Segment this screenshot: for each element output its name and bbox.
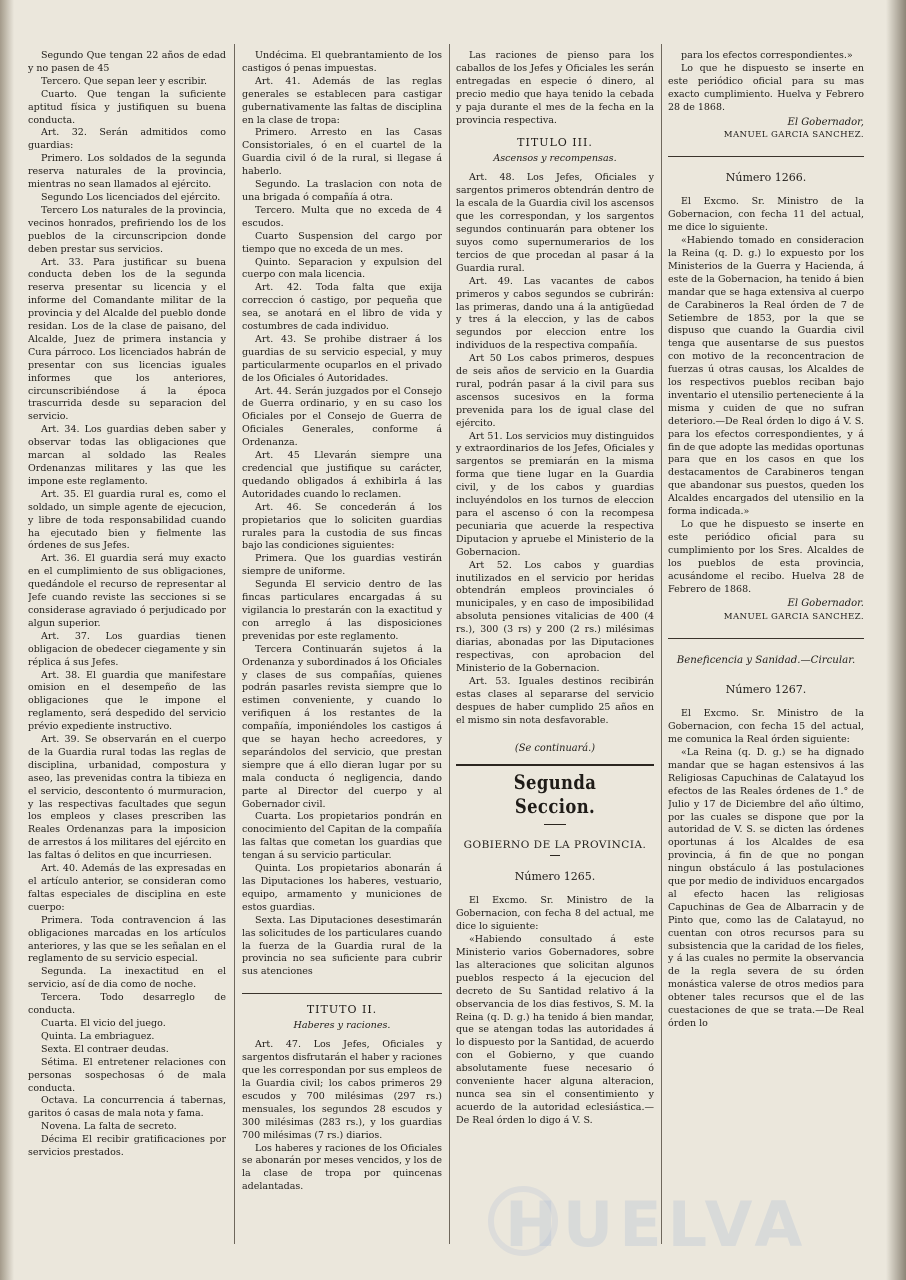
paragraph: Art. 33. Para justificar su buena conducta deben los de la segunda reserva presentar su licencia y el informe del Comandante militar de la provincia y del Alcalde del pueblo donde residan. Los de la clase de paisano, del Alcalde, Juez de primera instancia y Cura párroco. Los licenciados habrán de presentar con sus licencias iguales informes que los anteriores, circunscribiéndose á la época trascurrida desde su separacion del servicio.	[28, 256, 226, 423]
title-ii: TITUTO II.	[306, 1003, 378, 1017]
paragraph: Art. 35. El guardia rural es, como el soldado, un simple agente de ejecucion, y libre de toda responsabilidad cuando ha ejecutado bien y fielmente las órdenes de sus Jefes.	[28, 488, 226, 552]
number-1265: Número 1265.	[514, 870, 596, 884]
paragraph: Décima El recibir gratificaciones por servicios prestados.	[28, 1134, 226, 1159]
paragraph: Art. 41. Además de las reglas generales se establecen para castigar gubernativamente las faltas de disciplina en la clase de tropa:	[242, 75, 442, 126]
paragraph: Art. 37. Los guardias tienen obligacion de obedecer ciegamente y sin réplica á sus Jefes.	[28, 630, 226, 668]
paragraph: para los efectos correspondientes.»	[681, 50, 853, 61]
column-2	[242, 50, 442, 1255]
subtitle-ascensos: Ascensos y recompensas.	[493, 153, 617, 165]
paragraph: Art. 38. El guardia que manifestare omision en el desempeño de las obligaciones que le impone el reglamento, será despedido del servicio prévio expediente instructivo.	[28, 669, 226, 733]
title-iii: TITULO III.	[517, 136, 593, 150]
paragraph: Segundo. La traslacion con nota de una brigada ó compañía á otra.	[242, 179, 442, 203]
paragraph: Tercera Continuarán sujetos á la Ordenanza y subordinados á los Oficiales y clases de sus compañías, quienes podrán pasarles revista siempre que lo estimen conveniente, y cuando lo verifiquen á los restantes de la compañía, imponiéndoles los castigos á que se hayan hecho acreedores, y separándolos del servicio, que prestan siempre que á ello dieran lugar por su mala conducta ó negligencia, dando parte al Director del cuerpo y al Gobernador civil.	[242, 643, 442, 810]
watermark: HUELVA	[505, 1188, 809, 1261]
divider	[242, 993, 442, 994]
paragraph: Segundo Que tengan 22 años de edad y no pasen de 45	[28, 50, 226, 74]
paragraph: Art 51. Los servicios muy distinguidos y extraordinarios de los Jefes, Oficiales y sargentos se premiarán en la misma forma que tiene lugar en la Guardia civil, y de los cabos y guardias incluyéndolos en los turnos de eleccion para el ascenso ó con la recompesa pecuniaria que acuerde la respectiva Diputacion y apruebe el Ministerio de la Gobernacion.	[456, 430, 654, 558]
column-rule	[449, 44, 450, 1244]
paragraph: Quinta. Los propietarios abonarán á las Diputaciones los haberes, vestuario, equipo, armamento y municiones de estos guardias.	[242, 863, 442, 913]
paragraph: «Habiendo consultado á este Ministerio varios Gobernadores, sobre las alteraciones que solicitan algunos pueblos respecto á la ejecucion del decreto de Su Santidad relativo á la observancia de los dias festivos, S. M. la Reina (q. D. g.) ha tenido á bien mandar, que se atengan todas las autoridades á lo dispuesto por la Santidad, de acuerdo con el Gobierno, y que cuando absolutamente fuese necesario ó conveniente hacer alguna alteracion, nunca sea sin el consentimiento y acuerdo de la autoridad eclesiástica.—De Real órden lo digo á V. S.	[456, 934, 654, 1126]
paragraph: El Excmo. Sr. Ministro de la Gobernacion, con fecha 8 del actual, me dice lo siguiente:	[456, 895, 654, 933]
paragraph: Primero. Los soldados de la segunda reserva naturales de la provincia, mientras no sean llamados al ejército.	[28, 153, 226, 191]
paragraph: Art. 36. El guardia será muy exacto en el cumplimiento de sus obligaciones, quedándole el recurso de representar al Jefe cuando reviste las secciones si se considerase agraviado ó perjudicado por algun superior.	[28, 553, 226, 629]
column-1	[28, 50, 226, 1255]
paragraph: Sexta. Las Diputaciones desestimarán las solicitudes de los particulares cuando la fuerza de la Guardia rural de la provincia no sea suficiente para cubrir sus atenciones	[242, 914, 442, 978]
paragraph: Art. 32. Serán admitidos como guardias:	[28, 127, 226, 152]
paragraph: Cuarto Suspension del cargo por tiempo que no exceda de un mes.	[242, 230, 442, 255]
paragraph: Art 52. Los cabos y guardias inutilizados en el servicio por heridas obtendrán empleos provinciales ó municipales, y en caso de imposibilidad absoluta pensiones vitalicias de 400 (4 rs.), 300 (3 rs) y 200 (2 rs.) milésimas diarias, abonadas por las Diputaciones respectivas, con aprobacion del Ministerio de la Gobernacion.	[456, 559, 654, 674]
paragraph: Lo que he dispuesto se inserte en este periódico oficial para su mas exacto cumplimiento. Huelva y Febrero 28 de 1868.	[668, 62, 864, 113]
paragraph: Art. 34. Los guardias deben saber y observar todas las obligaciones que marcan al soldado las Reales Ordenanzas militares y las que les impone este reglamento.	[28, 424, 226, 487]
continuation-note: (Se continuará.)	[514, 743, 596, 755]
paragraph: Tercero. Multa que no exceda de 4 escudos.	[242, 204, 442, 229]
paragraph: Cuarta. Los propietarios pondrán en conocimiento del Capitan de la compañía las faltas que cometan los guardias que tengan á su servicio particular.	[242, 811, 442, 862]
paragraph: Cuarto. Que tengan la suficiente aptitud física y justifiquen su buena conducta.	[28, 88, 226, 126]
paragraph: Art. 39. Se observarán en el cuerpo de la Guardia rural todas las reglas de disciplina, urbanidad, compostura y aseo, las prevenidas contra la tibieza en el servicio, descontento ó murmuracion, y las respectivas facultades que segun los empleos y clases prescriben las Reales Ordenanzas para la imposicion de arrestos á los militares del ejército en las faltas ó delitos en que incurriesen.	[28, 734, 226, 862]
paragraph: Art. 48. Los Jefes, Oficiales y sargentos primeros obtendrán dentro de la escala de la Guardia civil los ascensos que les correspondan, y los sargentos segundos continuarán para obtener los suyos como supernumerarios de los tercios de que procedan al pasar á la Guardia rural.	[456, 172, 654, 274]
column-rule	[234, 44, 235, 1244]
paragraph: Art. 46. Se concederán á los propietarios que lo soliciten guardias rurales para la custodia de sus fincas bajo las condiciones siguientes:	[242, 501, 442, 552]
column-3	[456, 50, 654, 1255]
paragraph: «Habiendo tomado en consideracion la Reina (q. D. g.) lo expuesto por los Ministerios de la Guerra y Hacienda, á este de la Gobernacion, ha tenido á bien mandar que se haga extensiva al cuerpo de Carabineros la Real órden de 7 de Setiembre de 1853, por la que se dispuso que cuando la Guardia civil tenga que ausentarse de sus puestos con motivo de la reconcentracion de fuerzas ú otras causas, los Alcaldes de los respectivos pueblos reciban bajo inventario el utensilio perteneciente á la misma y cuiden de que no sufran deterioro.—De Real órden lo digo á V. S. para los efectos correspondientes, y á fin de que adopte las medidas oportunas para que en los casos en que los destacamentos de Carabineros tengan que abandonar sus puestos, queden los Alcaldes encargados del utensilio en la forma indicada.»	[668, 235, 864, 518]
paragraph: Primera. Que los guardias vestirán siempre de uniforme.	[242, 553, 442, 578]
paragraph: Sexta. El contraer deudas.	[41, 1043, 169, 1055]
paragraph: Art. 40. Además de las expresadas en el artículo anterior, se consideran como faltas especiales de disciplina en este cuerpo:	[28, 863, 226, 913]
beneficencia-heading: Beneficencia y Sanidad.—Circular.	[676, 655, 856, 667]
paragraph: Tercera. Todo desarreglo de conducta.	[28, 992, 226, 1017]
divider	[668, 156, 864, 157]
paragraph: Octava. La concurrencia á tabernas, garitos ó casas de mala nota y fama.	[28, 1095, 226, 1120]
divider	[668, 638, 864, 639]
number-1267: Número 1267.	[725, 683, 807, 697]
paragraph: Art 50 Los cabos primeros, despues de seis años de servicio en la Guardia rural, podrán pasar á la civil para sus ascensos sucesivos en la forma prevenida para los de igual clase del ejército.	[456, 353, 654, 429]
section-rule	[456, 764, 654, 766]
paragraph: Art. 43. Se prohibe distraer á los guardias de su servicio especial, y muy particularmente ocuparlos en el privado de los Oficiales ó Autoridades.	[242, 333, 442, 384]
paragraph: Las raciones de pienso para los caballos de los Jefes y Oficiales les serán entregadas en especie ó dinero, al precio medio que haya tenido la cebada y paja durante el mes de la fecha en la provincia respectiva.	[456, 50, 654, 126]
paragraph: Quinto. Separacion y expulsion del cuerpo con mala licencia.	[242, 256, 442, 281]
subtitle-haberes: Haberes y raciones.	[293, 1020, 391, 1032]
paragraph: Art. 44. Serán juzgados por el Consejo de Guerra ordinario, y en su caso los Oficiales por el Consejo de Guerra de Oficiales Generales, conforme á Ordenanza.	[242, 385, 442, 449]
paragraph: Segunda. La inexactitud en el servicio, así de dia como de noche.	[28, 966, 226, 991]
paragraph: Sétima. El entretener relaciones con personas sospechosas ó de mala conducta.	[28, 1056, 226, 1094]
signature-name: MANUEL GARCIA SANCHEZ.	[723, 612, 864, 623]
gobierno-heading: GOBIERNO DE LA PROVINCIA.	[463, 839, 647, 852]
paragraph: Art. 45 Llevarán siempre una credencial que justifique su carácter, quedando obligados á exhibirla á las Autoridades cuando lo reclamen.	[242, 450, 442, 500]
paragraph: El Excmo. Sr. Ministro de la Gobernacion, con fecha 11 del actual, me dice lo siguiente.	[668, 196, 864, 234]
paragraph: Los haberes y raciones de los Oficiales se abonarán por meses vencidos, y los de la clase de tropa por quincenas adelantadas.	[242, 1142, 442, 1193]
number-1266: Número 1266.	[725, 171, 807, 185]
paragraph: Quinta. La embriaguez.	[41, 1030, 155, 1042]
paragraph: Tercero Los naturales de la provincia, vecinos honrados, prefiriendo los de los pueblos de la circunscripcion donde deben prestar sus servicios.	[28, 204, 226, 255]
paragraph: Undécima. El quebrantamiento de los castigos ó penas impuestas.	[242, 50, 442, 74]
paragraph: Art. 49. Las vacantes de cabos primeros y cabos segundos se cubrirán: las primeras, dando una á la antigüedad y tres á la eleccion, y las de cabos segundos por eleccion entre los individuos de la respectiva compañía.	[456, 275, 654, 352]
ornament	[544, 824, 566, 825]
paragraph: Segunda El servicio dentro de las fincas particulares encargadas á su vigilancia lo prestarán con la exactitud y con arreglo á las disposiciones prevenidas por este reglamento.	[242, 579, 442, 642]
signature-name: MANUEL GARCIA SANCHEZ.	[723, 130, 864, 141]
column-rule	[661, 44, 662, 1244]
paragraph: Art. 42. Toda falta que exija correccion ó castigo, por pequeña que sea, se anotará en el libro de vida y costumbres de cada individuo.	[242, 282, 442, 333]
paragraph: Tercero. Que sepan leer y escribir.	[41, 75, 208, 87]
paragraph: Primero. Arresto en las Casas Consistoriales, ó en el cuartel de la Guardia civil ó de la rural, si llegase á haberlo.	[242, 127, 442, 178]
paragraph: El Excmo. Sr. Ministro de la Gobernacion, con fecha 15 del actual, me comunica la Real órden siguiente:	[668, 708, 864, 746]
paragraph: Segundo Los licenciados del ejército.	[41, 191, 221, 203]
paragraph: Primera. Toda contravencion á las obligaciones marcadas en los artículos anteriores, y las que se les señalan en el reglamento de su servicio especial.	[28, 914, 226, 965]
paragraph: Cuarta. El vicio del juego.	[41, 1017, 166, 1029]
signature-title: El Gobernador,	[787, 116, 864, 128]
paragraph: «La Reina (q. D. g.) se ha dignado mandar que se hagan estensivos á las Religiosas Capuchinas de Calatayud los efectos de las Reales órdenes de 1.° de Julio y 17 de Diciembre del año último, por las cuales se dispone que por la autoridad de V. S. se dicten las órdenes oportunas á los Alcaldes de esa provincia, á fin de que no pongan ningun obstáculo á las postulaciones que por medio de individuos encargados al efecto hacen las religiosas Capuchinas de Gea de Albarracin y de Pinto que, como las de Calatayud, no cuentan con otros recursos para su subsistencia que la caridad de los fieles, y á las cuales no permite la observancia de la regla severa de su órden monástica valerse de otros medios para obtener tales recursos que el de las cuestaciones de que se trata.—De Real órden lo	[668, 746, 864, 1029]
signature-title: El Gobernador.	[787, 598, 864, 610]
column-4	[668, 50, 864, 1255]
paragraph: Lo que he dispuesto se inserte en este periódico oficial para su cumplimiento por los Sres. Alcaldes de los pueblos de esta provincia, acusándome el recibo. Huelva 28 de Febrero de 1868.	[668, 519, 864, 595]
paragraph: Art. 47. Los Jefes, Oficiales y sargentos disfrutarán el haber y raciones que les correspondan por sus empleos de la Guardia civil; los cabos primeros 29 escudos y 700 milésimas (297 rs.) mensuales, los segundos 28 escudos y 300 milésimas (283 rs.), y los guardias 700 milésimas (7 rs.) diarios.	[242, 1039, 442, 1141]
paragraph: Art. 53. Iguales destinos recibirán estas clases al separarse del servicio despues de haber cumplido 25 años en el mismo sin nota desfavorable.	[456, 675, 654, 726]
dash	[550, 855, 560, 856]
paragraph: Novena. La falta de secreto.	[41, 1121, 177, 1133]
section-title: Segunda Seccion.	[513, 770, 597, 819]
